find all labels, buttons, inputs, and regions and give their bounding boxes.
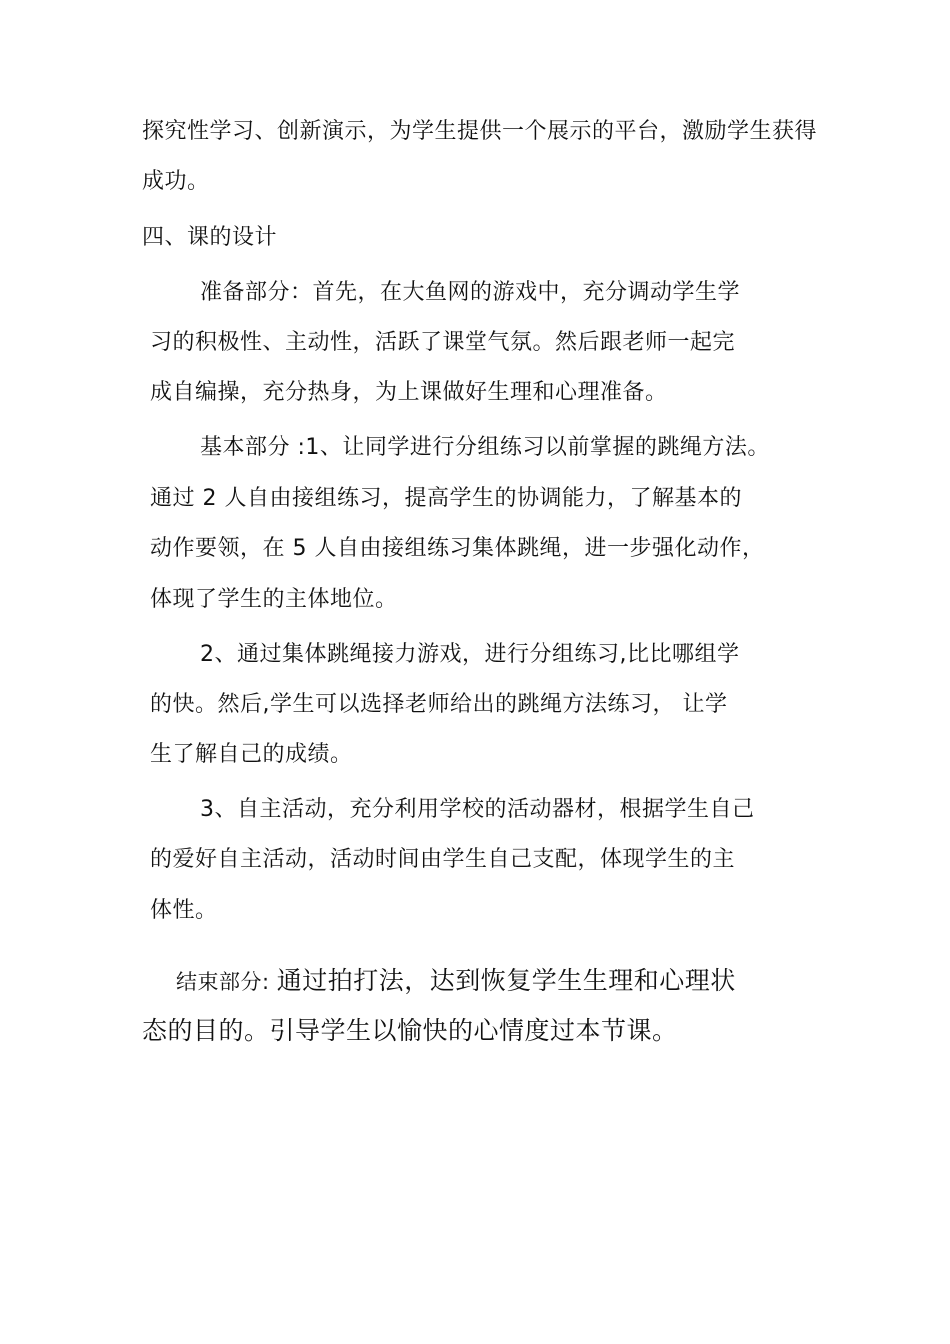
paragraph-line: 探究性学习、创新演示，为学生提供一个展示的平台，激励学生获得 xyxy=(142,119,818,144)
paragraph-line: 2、通过集体跳绳接力游戏，进行分组练习,比比哪组学 xyxy=(200,642,740,667)
paragraph-line: 准备部分：首先，在大鱼网的游戏中，充分调动学生学 xyxy=(200,280,741,305)
paragraph-line: 通过 2 人自由接组练习，提高学生的协调能力，了解基本的 xyxy=(150,486,742,511)
paragraph-line: 成自编操，充分热身，为上课做好生理和心理准备。 xyxy=(150,380,668,405)
paragraph-line xyxy=(176,964,736,999)
section-lead: 结束部分: xyxy=(176,970,277,994)
paragraph-line: 生了解自己的成绩。 xyxy=(150,742,353,767)
paragraph-line: 动作要领，在 5 人自由接组练习集体跳绳，进一步强化动作， xyxy=(150,536,765,561)
paragraph-line: 的爱好自主活动，活动时间由学生自己支配，体现学生的主 xyxy=(150,847,736,872)
paragraph-line: 基本部分 :1、让同学进行分组练习以前掌握的跳绳方法。 xyxy=(200,435,770,460)
paragraph-line: 体性。 xyxy=(150,898,218,923)
paragraph-line: 3、自主活动，充分利用学校的活动器材，根据学生自己 xyxy=(200,797,755,822)
paragraph-text: 通过拍打法，达到恢复学生生理和心理状 xyxy=(276,966,736,995)
paragraph-line: 态的目的。引导学生以愉快的心情度过本节课。 xyxy=(142,1016,678,1045)
paragraph-line: 体现了学生的主体地位。 xyxy=(150,587,398,612)
paragraph-line: 习的积极性、主动性，活跃了课堂气氛。然后跟老师一起完 xyxy=(150,330,736,355)
paragraph-line: 的快。然后,学生可以选择老师给出的跳绳方法练习， 让学 xyxy=(150,692,728,717)
section-heading: 四、课的设计 xyxy=(142,225,278,250)
paragraph-line: 成功。 xyxy=(142,169,210,194)
